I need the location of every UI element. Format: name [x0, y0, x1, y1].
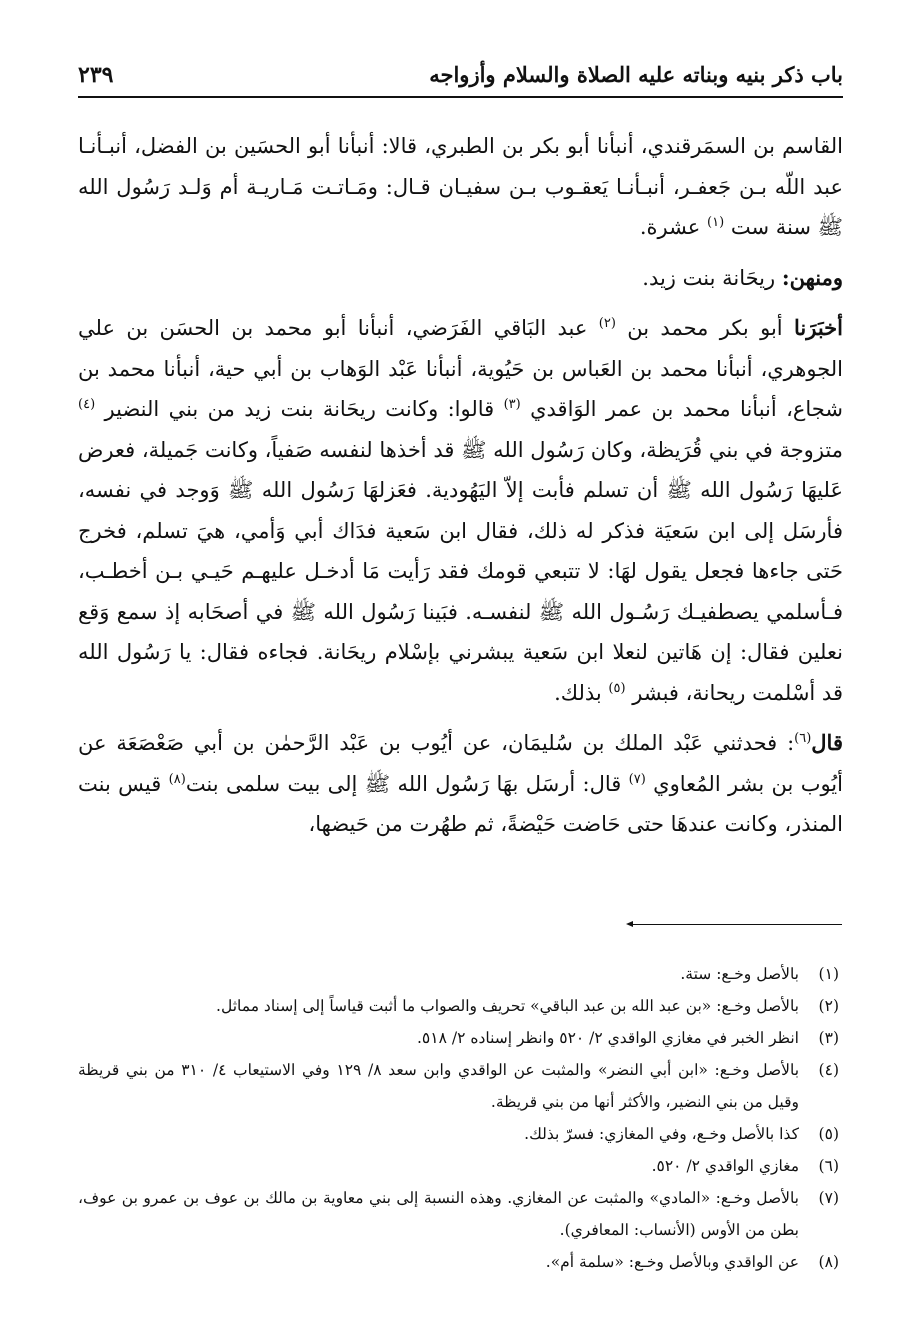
footnote-number: (٢)	[818, 997, 839, 1015]
footnote-ref: (١)	[707, 215, 725, 230]
text-run: قيس بنت المنذر، وكانت عندهَا حتى حَاضت حَيْضةً، ثم طهُرت من حَيضها،	[78, 771, 843, 836]
paragraph-lead: أخبَرَنا	[794, 315, 843, 340]
chapter-title: باب ذكر بنيه وبناته عليه الصلاة والسلام وأزواجه	[429, 62, 843, 87]
text-run: عبد البَاقي الفَرَضي، أنبأنا أبو محمد بن الحسَن بن علي الجوهري، أنبأنا محمد بن العَباس بن حَيُوية، أنبأنا عَبْد الوَهاب بن أبي حية، أنبأنا محمد بن شجاع، أنبأنا محمد بن عمر الوَاقدي	[78, 316, 843, 421]
footnote-number: (٧)	[818, 1189, 839, 1207]
paragraph-lead: ومنهن:	[781, 264, 843, 290]
footnote-ref: (٢)	[598, 316, 616, 331]
footnote-separator	[632, 924, 842, 925]
text-run: عشرة.	[639, 215, 701, 239]
text-run: قالوا: وكانت ريحَانة بنت زيد من بني النضير	[104, 397, 495, 421]
footnote-number: (١)	[818, 965, 839, 983]
footnote-item	[78, 1022, 839, 1054]
text-run: : فحدثني عَبْد الملك بن سُليمَان، عن أيُوب بن عَبْد الرَّحمٰن بن أبي صَعْصَعَة عن أيُوب بن بشر المُعاوي	[78, 731, 843, 796]
footnote-text: بالأصل وخـع: «ابن أبي النضر» والمثبت عن الواقدي وابن سعد ٨/ ١٢٩ وفي الاستيعاب ٤/ ٣١٠ من بني قريظة وقيل من بني النضير، والأكثر أنها من بني قريظة.	[78, 1061, 800, 1111]
footnote-text: مغازي الواقدي ٢/ ٥٢٠.	[651, 1157, 799, 1175]
paragraph-3	[78, 308, 843, 713]
paragraph-2	[78, 258, 843, 299]
text-run: قال: أرسَل بهَا رَسُول الله ﷺ إلى بيت سلمى بنت	[185, 771, 622, 796]
footnote-item	[78, 990, 839, 1022]
footnotes	[78, 958, 839, 1278]
text-run: متزوجة في بني قُرَيظة، وكان رَسُول الله ﷺ قد أخذها لنفسه صَفياً، وكانت جَميلة، فعرض عَليهَا رَسُول الله ﷺ أن تسلم فأبت إلاّ اليَهُودية. فعَزلهَا رَسُول الله ﷺ وَوجد في نفسه، فأرسَل إلى ابن سَعيَة فذكر له ذلك، فقال ابن سَعية فدَاك أبي وَأمي، هيَ تسلم، فخرج حَتى جاءها فجعل يقول لهَا: لا تتبعي قومك فقد رَأيت مَا أدخـل عليهـم حَيـي بـن أخطـب، فـأسلمي يصطفيـك رَسُـول الله ﷺ لنفسـه. فبَينا رَسُول الله ﷺ في أصحَابه إذ سمع وَقع نعلين فقال: إن هَاتين لنعلا ابن سَعية يبشرني بإسْلام ريحَانة. فجاءه فقال: يا رَسُول الله قد أسْلمت ريحانة، فبشر	[78, 437, 843, 705]
footnote-text: انظر الخبر في مغازي الواقدي ٢/ ٥٢٠ وانظر إسناده ٢/ ٥١٨.	[416, 1029, 799, 1047]
footnote-ref: (٧)	[628, 771, 646, 787]
footnote-text: بالأصل وخـع: «المادي» والمثبت عن المغازي. وهذه النسبة إلى بني معاوية بن مالك بن عوف بن عمرو بن عوف، بطن من الأوس (الأنساب: المعافري).	[78, 1189, 799, 1239]
footnote-ref: (٦)	[794, 731, 812, 746]
footnote-item	[78, 1246, 839, 1278]
footnote-number: (٣)	[818, 1029, 839, 1047]
footnote-ref: (٣)	[503, 397, 521, 412]
footnote-number: (٥)	[818, 1125, 839, 1143]
text-run: أبو بكر محمد بن	[627, 316, 783, 340]
footnote-ref: (٤)	[78, 397, 96, 412]
footnote-item	[78, 1054, 839, 1118]
footnote-item	[78, 1150, 839, 1182]
footnote-text: عن الواقدي وبالأصل وخـع: «سلمة أم».	[545, 1253, 799, 1271]
header-rule	[78, 96, 843, 98]
footnote-item	[78, 1182, 839, 1246]
text-run: ريحَانة بنت زيد.	[642, 265, 776, 290]
text-run: القاسم بن السمَرقندي، أنبأنا أبو بكر بن الطبري، قالا: أنبأنا أبو الحسَين بن الفضل، أنبـأنـا عبد اللّه بـن جَعفـر، أنبـأنـا يَعقـوب بـن سفيـان قـال: ومَـاتـت مَـاريـة أم وَلـد رَسُول الله ﷺ سنة ست	[78, 134, 843, 239]
running-head	[78, 60, 843, 94]
footnote-number: (٤)	[818, 1061, 839, 1079]
footnote-ref: (٥)	[608, 680, 626, 696]
footnote-number: (٨)	[818, 1253, 839, 1271]
paragraph-4	[78, 723, 843, 845]
footnote-ref: (٨)	[168, 771, 186, 787]
page-number: ٢٣٩	[78, 62, 114, 88]
footnote-number: (٦)	[818, 1157, 839, 1175]
footnote-text: كذا بالأصل وخـع، وفي المغازي: فسرّ بذلك.	[524, 1125, 799, 1143]
footnote-text: بالأصل وخـع: «بن عبد الله بن عبد الباقي» تحريف والصواب ما أثبت قياساً إلى إسناد مماثل.	[216, 997, 799, 1015]
footnote-text: بالأصل وخـع: ستة.	[680, 965, 799, 983]
footnote-item	[78, 1118, 839, 1150]
main-text	[78, 126, 843, 845]
text-run: بذلك.	[554, 680, 602, 705]
paragraph-1	[78, 126, 843, 248]
footnote-item	[78, 958, 839, 990]
paragraph-lead: قال	[811, 730, 843, 755]
